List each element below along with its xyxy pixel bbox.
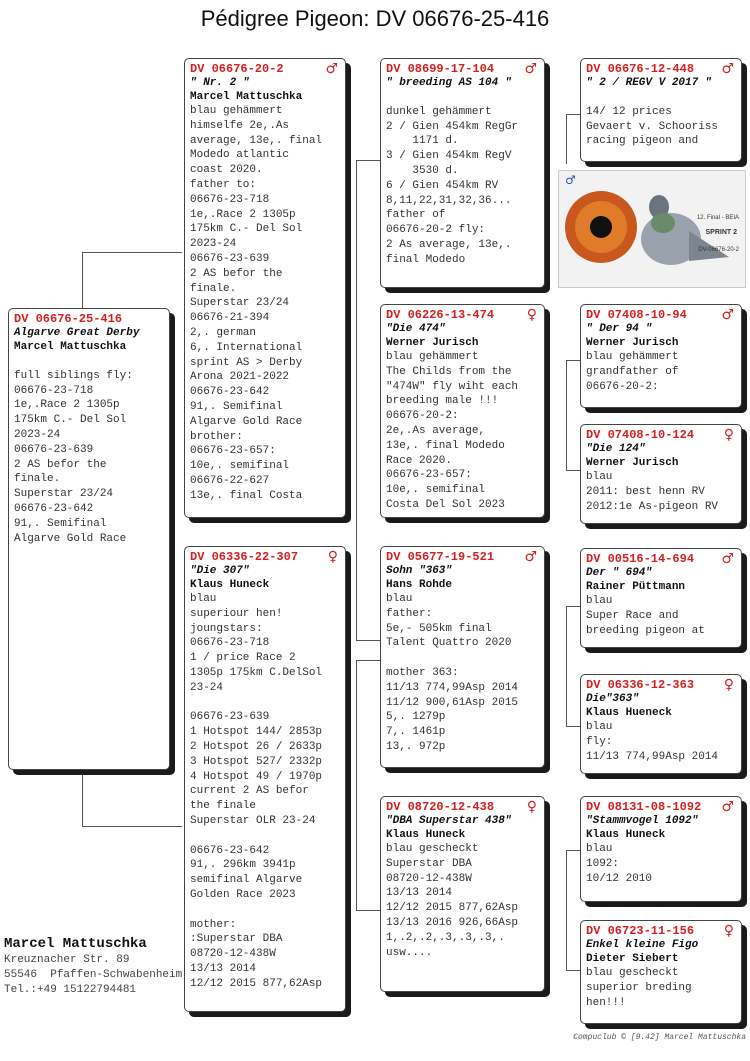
connector-line (82, 770, 83, 826)
pigeon-name: Die"363" (586, 693, 639, 705)
breeder-name: Klaus Huneck (386, 829, 466, 841)
pigeon-card-father[interactable] (184, 58, 346, 518)
pigeon-card-mmm[interactable] (580, 920, 742, 1024)
breeder-name: Werner Jurisch (586, 457, 679, 469)
owner-name: Marcel Mattuschka (4, 936, 147, 952)
pigeon-notes: blau 2011: best henn RV 2012:1e As-pigeon RV (586, 471, 719, 513)
connector-line (82, 252, 182, 253)
footer-credit: Compuclub © [9.42] Marcel Mattuschka (573, 1033, 746, 1042)
ring-number: DV 08699-17-104 ♂ (386, 61, 537, 77)
pigeon-notes: blau superiour hen! joungstars: 06676-23-718 1 / price Race 2 1305p 175km C.DelSol 23-24 06676-23-639 1 Hotspot 144/ 2853p 2 Hotspot 26 / 2633p 3 Hotspot 527/ 2332p 4 Hotspot 49 / 1970p current 2 AS befor the finale Superstar OLR 23-24 06676-23-642 91,. 296km 3941p semifinal Algarve Golden Race 2023 mother: :Superstar DBA 08720-12-438W 13/13 2014 12/12 2015 877,62Asp (190, 593, 323, 990)
breeder-name: Hans Rohde (386, 579, 453, 591)
ring-number: DV 07408-10-124 ♀ (586, 427, 734, 443)
pigeon-card-mff[interactable] (580, 548, 742, 648)
connector-line (82, 252, 83, 314)
pigeon-notes: blau gehämmert himselfe 2e,.As average, 13e,. final Modedo atlantic coast 2020. father to: 06676-23-718 1e,.Race 2 1305p 175km C.- Del Sol 2023-24 06676-23-639 2 AS befor the finale. Superstar 23/24 06676-21-394 2,. german 6,. International sprint AS > Derby Arona 2021-2022 06676-23-642 91,. Semifinal Algarve Gold Race brother: 06676-23-657: 10e,. semifinal 06676-22-627 13e,. final Costa (190, 105, 323, 502)
breeder-name: Klaus Huneck (586, 829, 666, 841)
connector-line (566, 726, 580, 727)
pigeon-card-father-mother[interactable] (380, 304, 545, 518)
ring-number: DV 08720-12-438 ♀ (386, 799, 537, 815)
photo-ring: DV-06676-20-2 (698, 247, 739, 253)
ring-number: DV 06676-20-2 ♂ (190, 61, 338, 77)
pigeon-name: " Der 94 " (586, 323, 653, 335)
breeder-name: Klaus Huneck (190, 579, 270, 591)
pigeon-name: " Nr. 2 " (190, 77, 250, 89)
breeder-name: Dieter Siebert (586, 953, 679, 965)
pigeon-card-fmm[interactable] (580, 424, 742, 524)
breeder-name: Werner Jurisch (386, 337, 479, 349)
pigeon-name: "DBA Superstar 438" (386, 815, 512, 827)
male-icon: ♂ (524, 549, 537, 565)
breeder-name: Klaus Hueneck (586, 707, 672, 719)
owner-block (4, 935, 182, 998)
connector-line (566, 606, 567, 726)
connector-line (356, 160, 357, 640)
ring-number: DV 05677-19-521 ♂ (386, 549, 537, 565)
male-icon: ♂ (721, 307, 734, 323)
connector-line (356, 660, 357, 910)
breeder-name: Marcel Mattuschka (190, 91, 303, 103)
male-icon: ♂ (721, 799, 734, 815)
female-icon: ♀ (723, 427, 734, 443)
connector-line (566, 606, 580, 607)
pigeon-notes: blau gescheckt superior breding hen!!! (586, 967, 692, 1009)
page-title: Pédigree Pigeon: DV 06676-25-416 (200, 6, 550, 31)
pigeon-notes: blau gescheckt Superstar DBA 08720-12-438W 13/13 2014 12/12 2015 877,62Asp 13/13 2016 926,66Asp 1,.2,.2,.3,.3,.3,. usw.... (386, 843, 519, 959)
ring-number: DV 06676-25-416 (14, 312, 123, 326)
pigeon-card-father-father[interactable] (380, 58, 545, 288)
ring-number: DV 06723-11-156 ♀ (586, 923, 734, 939)
pigeon-photo (558, 170, 746, 288)
connector-line (566, 114, 567, 164)
pigeon-card-fmf[interactable] (580, 304, 742, 408)
female-icon: ♀ (723, 677, 734, 693)
pigeon-name: "Die 307" (190, 565, 250, 577)
pigeon-name: " breeding AS 104 " (386, 77, 512, 89)
pigeon-card-mother-mother[interactable] (380, 796, 545, 992)
breeder-name: Werner Jurisch (586, 337, 679, 349)
pigeon-notes: blau gehämmert grandfather of 06676-20-2: (586, 351, 679, 393)
female-icon: ♀ (327, 549, 338, 565)
pigeon-name: Algarve Great Derby (14, 327, 140, 339)
pigeon-card-subject[interactable] (8, 308, 170, 770)
connector-line (566, 360, 567, 470)
breeder-name: Rainer Püttmann (586, 581, 686, 593)
connector-line (82, 826, 182, 827)
pigeon-notes: blau father: 5e,- 505km final Talent Quattro 2020 mother 363: 11/13 774,99Asp 2014 11/12 900,61Asp 2015 5,. 1279p 7,. 1461p 13,. 972p (386, 593, 519, 753)
pigeon-card-mother[interactable] (184, 546, 346, 1012)
pigeon-name: "Die 474" (386, 323, 446, 335)
pigeon-name: Sohn "363" (386, 565, 453, 577)
connector-line (356, 660, 380, 661)
pigeon-card-mfm[interactable] (580, 674, 742, 774)
pigeon-notes: full siblings fly: 06676-23-718 1e,.Race 2 1305p 175km C.- Del Sol 2023-24 06676-23-639 2 AS befor the finale. Superstar 23/24 06676-23-642 91,. Semifinal Algarve Gold Race (14, 369, 133, 545)
ring-number: DV 06226-13-474 ♀ (386, 307, 537, 323)
connector-line (566, 114, 580, 115)
photo-text-1: 12. Final - BEIA (696, 215, 739, 221)
ring-number: DV 00516-14-694 ♂ (586, 551, 734, 567)
pigeon-card-fff[interactable] (580, 58, 742, 162)
pigeon-name: Enkel kleine Figo (586, 939, 699, 951)
pigeon-notes: 14/ 12 prices Gevaert v. Schooriss racing pigeon and (586, 105, 719, 148)
pigeon-notes: blau fly: 11/13 774,99Asp 2014 (586, 721, 719, 763)
breeder-name: Marcel Mattuschka (14, 341, 127, 353)
photo-sex: ♂ (565, 173, 576, 187)
pigeon-notes: blau Super Race and breeding pigeon at (586, 595, 705, 637)
ring-number: DV 06676-12-448 ♂ (586, 61, 734, 77)
photo-text-2: SPRINT 2 (705, 229, 737, 236)
male-icon: ♂ (524, 61, 537, 77)
connector-line (566, 970, 580, 971)
connector-line (356, 160, 380, 161)
ring-number: DV 06336-12-363 ♀ (586, 677, 734, 693)
connector-line (566, 850, 567, 970)
owner-address: Kreuznacher Str. 89 55546 Pfaffen-Schwabenheim Tel.:+49 15122794481 (4, 954, 183, 996)
pigeon-name: "Stammvogel 1092" (586, 815, 699, 827)
pigeon-notes: blau gehämmert The Childs from the "474W" fly wiht each breeding male !!! 06676-20-2: 2e,.As average, 13e,. final Modedo Race 2020. 06676-23-657: 10e,. semifinal Costa Del Sol 2023 (386, 351, 519, 511)
connector-line (566, 470, 580, 471)
pigeon-name: Der " 694" (586, 567, 653, 579)
connector-line (356, 910, 380, 911)
male-icon: ♂ (721, 551, 734, 567)
female-icon: ♀ (723, 923, 734, 939)
male-icon: ♂ (721, 61, 734, 77)
ring-number: DV 06336-22-307 ♀ (190, 549, 338, 565)
connector-line (356, 640, 380, 641)
female-icon: ♀ (526, 799, 537, 815)
pigeon-name: "Die 124" (586, 443, 646, 455)
pigeon-card-mmf[interactable] (580, 796, 742, 902)
connector-line (566, 360, 580, 361)
pigeon-name: " 2 / REGV V 2017 " (586, 77, 712, 89)
female-icon: ♀ (526, 307, 537, 323)
pigeon-notes: blau 1092: 10/12 2010 (586, 843, 653, 885)
connector-line (566, 850, 580, 851)
ring-number: DV 07408-10-94 ♂ (586, 307, 734, 323)
male-icon: ♂ (325, 61, 338, 77)
pigeon-notes: dunkel gehämmert 2 / Gien 454km RegGr 1171 d. 3 / Gien 454km RegV 3530 d. 6 / Gien 454km RV 8,11,22,31,32,36... father of 06676-20-2 fly: 2 As average, 13e,. final Modedo (386, 105, 519, 266)
ring-number: DV 08131-08-1092 ♂ (586, 799, 734, 815)
pigeon-card-mother-father[interactable] (380, 546, 545, 768)
